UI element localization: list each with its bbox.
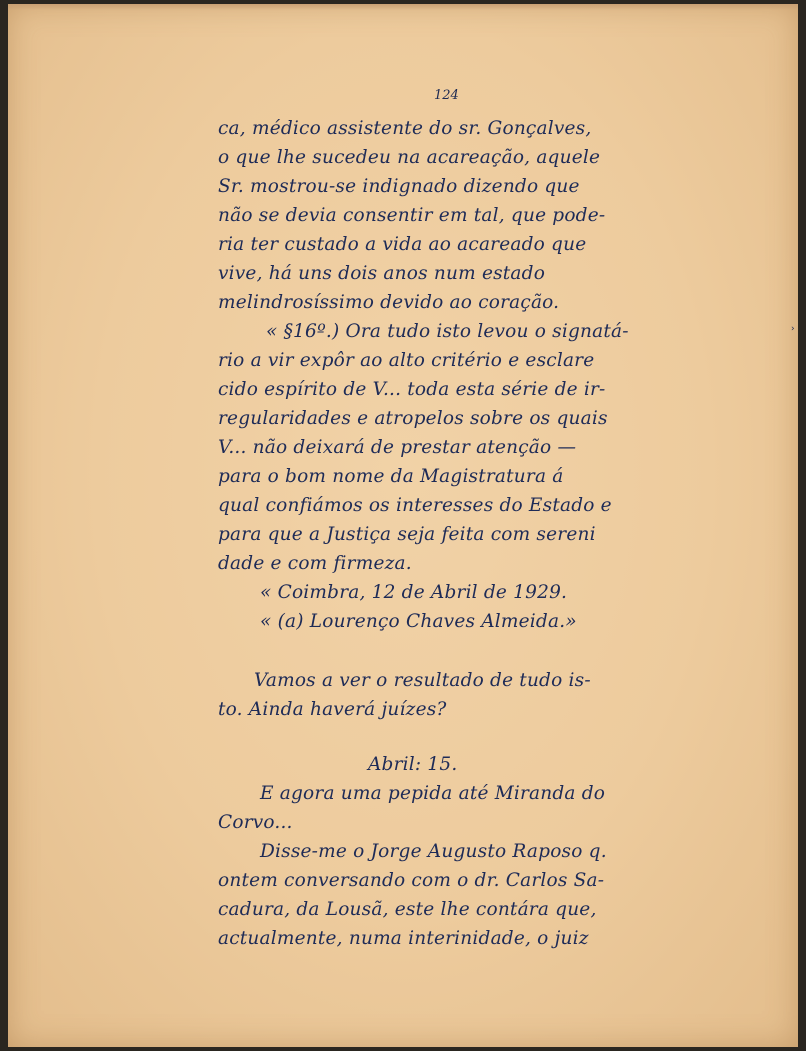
text-line: o que lhe sucedeu na acareação, aquele — [218, 147, 601, 168]
text-line: para o bom nome da Magistratura á — [218, 466, 564, 487]
text-line: qual confiámos os interesses do Estado e — [218, 495, 612, 516]
text-line: « §16º.) Ora tudo isto levou o signatá- — [266, 321, 629, 342]
text-line: Corvo... — [218, 812, 293, 833]
page-number: 124 — [434, 88, 459, 103]
text-line: cido espírito de V... toda esta série de ir- — [218, 379, 606, 400]
text-line: regularidades e atropelos sobre os quais — [218, 408, 608, 429]
text-line: Sr. mostrou-se indignado dizendo que — [218, 176, 580, 197]
text-line: V... não deixará de prestar atenção — — [218, 437, 577, 458]
text-line: E agora uma pepida até Miranda do — [260, 783, 606, 804]
paragraph-gap — [218, 636, 718, 666]
text-line: não se devia consentir em tal, que pode- — [218, 205, 606, 226]
text-line: melindrosíssimo devido ao coração. — [218, 292, 560, 313]
text-line: vive, há uns dois anos num estado — [218, 263, 546, 284]
paragraph-gap — [218, 724, 718, 750]
date-line: « Coimbra, 12 de Abril de 1929. — [260, 582, 568, 603]
text-line: Disse-me o Jorge Augusto Raposo q. — [260, 841, 607, 862]
edge-mark: › — [791, 324, 795, 334]
manuscript-page — [8, 4, 798, 1047]
text-line: to. Ainda haverá juízes? — [218, 699, 447, 720]
text-line: Vamos a ver o resultado de tudo is- — [254, 670, 591, 691]
text-line: actualmente, numa interinidade, o juiz — [218, 928, 589, 949]
text-line: rio a vir expôr ao alto critério e esclare — [218, 350, 595, 371]
manuscript-text — [218, 114, 718, 953]
text-line: ontem conversando com o dr. Carlos Sa- — [218, 870, 605, 891]
text-line: ria ter custado a vida ao acareado que — [218, 234, 587, 255]
text-line: dade e com firmeza. — [218, 553, 412, 574]
text-line: cadura, da Lousã, este lhe contára que, — [218, 899, 597, 920]
signature-line: « (a) Lourenço Chaves Almeida.» — [260, 611, 577, 632]
text-line: ca, médico assistente do sr. Gonçalves, — [218, 118, 592, 139]
entry-date-heading: Abril: 15. — [368, 754, 458, 775]
text-line: para que a Justiça seja feita com sereni — [218, 524, 596, 545]
